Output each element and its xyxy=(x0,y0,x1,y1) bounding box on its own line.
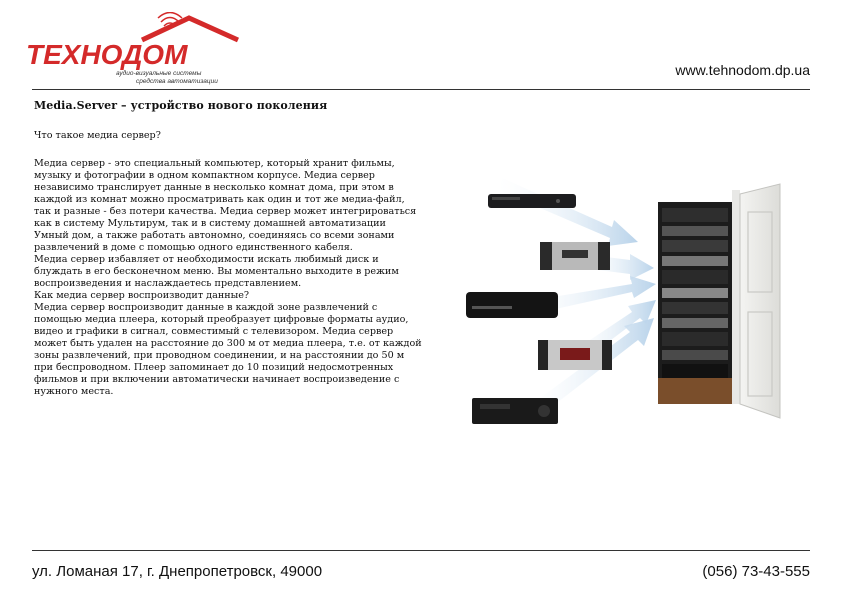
body-line: помощью медиа плеера, который преобразует цифровые форматы аудио, xyxy=(34,314,409,325)
footer-divider xyxy=(32,550,810,551)
body-line: независимо транслирует данные в несколько комнат дома, при этом в xyxy=(34,182,394,193)
header-divider xyxy=(32,89,810,90)
av-receiver-device xyxy=(472,398,558,424)
body-line: так и разные - без потери качества. Медиа сервер может интегрироваться xyxy=(34,206,417,217)
audio-amplifier-device xyxy=(538,340,612,370)
body-line: Медиа сервер воспроизводит данные в каждой зоне развлечений с xyxy=(34,302,378,313)
logo-roof xyxy=(142,18,238,40)
media-player-device xyxy=(488,194,576,208)
body-line: при беспроводном. Плеер запоминает до 10 позиций недосмотренных xyxy=(34,362,394,373)
logo-wordmark: ТЕХНОДОМ xyxy=(26,39,188,70)
media-server-device xyxy=(540,242,610,270)
body-line: фильмов и при включении автоматически начинает воспроизведение с xyxy=(34,374,400,385)
body-line: зоны развлечений, при проводном соединении, и на расстоянии до 50 м xyxy=(34,350,405,361)
body-line: музыку и фотографии в одном компактном корпусе. Медиа сервер xyxy=(34,170,375,181)
body-line: Медиа сервер - это специальный компьютер, который хранит фильмы, xyxy=(34,158,395,169)
body-line: нужного места. xyxy=(34,386,114,397)
article-question: Что такое медиа сервер? xyxy=(34,130,161,141)
logo-tagline-1: аудио-визуальные системы xyxy=(116,70,202,77)
footer-address: ул. Ломаная 17, г. Днепропетровск, 49000 xyxy=(32,563,323,580)
footer-phone[interactable]: (056) 73-43-555 xyxy=(702,563,810,580)
equipment-rack xyxy=(658,202,732,402)
logo-tagline-2: средства автоматизации xyxy=(136,78,218,85)
body-line: воспроизведения и наслаждаетесь представлением. xyxy=(34,278,302,289)
body-line: Умный дом, а также работать автономно, соединяясь со всеми зонами xyxy=(34,230,395,241)
body-line: видео и графики в сигнал, совместимый с телевизором. Медиа сервер xyxy=(34,326,394,337)
body-line: каждой из комнат можно просматривать как один и тот же медиа-файл, xyxy=(34,194,405,205)
body-line: как в систему Мультирум, так и в систему домашней автоматизации xyxy=(34,218,386,229)
article-title: Media.Server – устройство нового поколения xyxy=(34,99,328,112)
media-server-illustration xyxy=(462,172,792,432)
body-line: Медиа сервер избавляет от необходимости искать любимый диск и xyxy=(34,254,379,265)
article-body xyxy=(34,158,464,398)
company-logo xyxy=(24,12,239,86)
website-link[interactable]: www.tehnodom.dp.ua xyxy=(675,62,810,78)
set-top-box-device xyxy=(466,292,558,318)
body-line: Как медиа сервер воспроизводит данные? xyxy=(34,290,250,301)
body-line: развлечений в доме с помощью одного единственного кабеля. xyxy=(34,242,353,253)
door xyxy=(732,184,780,418)
body-line: блуждать в его бесконечном меню. Вы моментально выходите в режим xyxy=(34,266,399,277)
body-line: может быть удален на расстояние до 300 м от медиа плеера, т.е. от каждой xyxy=(34,338,422,349)
